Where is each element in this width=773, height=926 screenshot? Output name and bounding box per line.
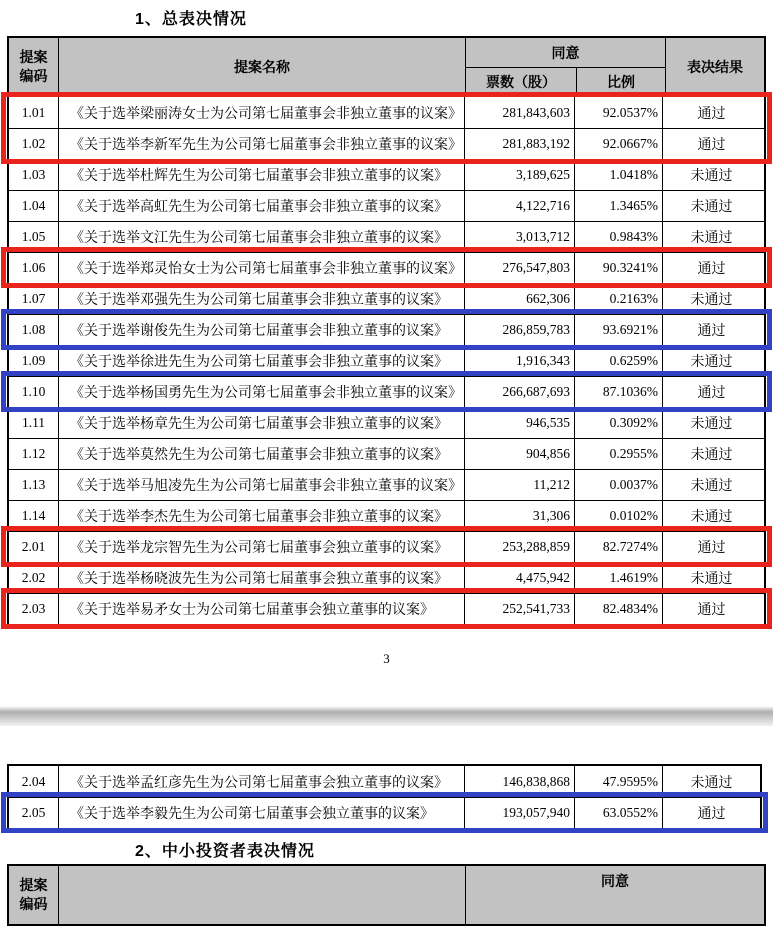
- header-proposal-code: [9, 866, 58, 924]
- result-value: 通过: [662, 594, 760, 624]
- table-body: [9, 766, 760, 828]
- table-row: [9, 283, 764, 314]
- header-proposal-code-line2: 编码: [19, 896, 48, 912]
- header-agree-group: [465, 38, 665, 96]
- votes-value: 3,189,625: [464, 160, 574, 190]
- votes-value: 266,687,693: [464, 377, 574, 407]
- table-row: [9, 159, 764, 190]
- votes-value: 4,122,716: [464, 191, 574, 221]
- proposal-name: 《关于选举郑灵怡女士为公司第七届董事会非独立董事的议案》: [58, 253, 464, 283]
- header-proposal-code-line2: 编码: [19, 68, 48, 84]
- ratio-value: 1.3465%: [574, 191, 662, 221]
- votes-value: 146,838,868: [464, 766, 574, 797]
- result-value: 通过: [662, 532, 760, 562]
- proposal-code: 1.11: [21, 415, 46, 430]
- proposal-name: 《关于选举李新军先生为公司第七届董事会非独立董事的议案》: [58, 129, 464, 159]
- votes-value: 31,306: [464, 501, 574, 531]
- proposal-code: 1.09: [21, 353, 46, 368]
- votes-value: 662,306: [464, 284, 574, 314]
- header-proposal-code: [9, 38, 58, 96]
- table-row: [9, 797, 760, 828]
- proposal-code: 2.04: [21, 773, 46, 789]
- votes-value: 252,541,733: [464, 594, 574, 624]
- table-row: [9, 469, 764, 500]
- header-proposal-code-line1: 提案: [19, 877, 48, 894]
- proposal-name: 《关于选举莫然先生为公司第七届董事会非独立董事的议案》: [58, 439, 464, 469]
- ratio-value: 92.0537%: [574, 97, 662, 128]
- proposal-code: 1.01: [21, 104, 46, 120]
- section-title-total-voting: 1、总表决情况: [135, 11, 247, 28]
- table-row: [9, 500, 764, 531]
- header-agree: 同意: [466, 38, 665, 68]
- result-value: 未通过: [662, 766, 760, 797]
- ratio-value: 82.4834%: [574, 594, 662, 624]
- result-value: 未通过: [662, 160, 760, 190]
- table-row: [9, 97, 764, 128]
- result-value: 通过: [662, 97, 760, 128]
- total-voting-table: [7, 36, 766, 626]
- result-value: 未通过: [662, 563, 760, 593]
- proposal-name: 《关于选举高虹先生为公司第七届董事会非独立董事的议案》: [58, 191, 464, 221]
- table-row: [9, 766, 760, 797]
- result-value: 通过: [662, 377, 760, 407]
- proposal-name: 《关于选举易矛女士为公司第七届董事会独立董事的议案》: [58, 594, 464, 624]
- table-row: [9, 314, 764, 345]
- minor-investors-table: [7, 864, 766, 926]
- votes-value: 253,288,859: [464, 532, 574, 562]
- header-votes: 票数（股）: [486, 74, 556, 90]
- result-value: 通过: [662, 253, 760, 283]
- proposal-code: 1.03: [21, 167, 46, 182]
- proposal-code: 1.08: [21, 322, 46, 337]
- votes-value: 4,475,942: [464, 563, 574, 593]
- table-row: [9, 221, 764, 252]
- votes-value: 281,843,603: [464, 97, 574, 128]
- proposal-code: 1.02: [21, 136, 46, 151]
- proposal-name: 《关于选举李杰先生为公司第七届董事会非独立董事的议案》: [58, 501, 464, 531]
- votes-value: 3,013,712: [464, 222, 574, 252]
- ratio-value: 0.2955%: [574, 439, 662, 469]
- header-agree-group: [465, 866, 764, 924]
- voting-table-continued: [7, 764, 762, 830]
- ratio-value: 47.9595%: [574, 766, 662, 797]
- proposal-name: 《关于选举梁丽涛女士为公司第七届董事会非独立董事的议案》: [58, 97, 464, 128]
- votes-value: 1,916,343: [464, 346, 574, 376]
- proposal-code: 2.05: [21, 805, 46, 820]
- header-proposal-name: 提案名称: [58, 38, 465, 96]
- result-value: 未通过: [662, 501, 760, 531]
- header-ratio: 比例: [576, 68, 665, 96]
- proposal-code: 2.02: [21, 570, 46, 585]
- page-separator: [0, 706, 773, 726]
- table-row: [9, 562, 764, 593]
- proposal-name: 《关于选举李毅先生为公司第七届董事会独立董事的议案》: [58, 798, 464, 828]
- ratio-value: 87.1036%: [574, 377, 662, 407]
- votes-value: 281,883,192: [464, 129, 574, 159]
- ratio-value: 0.9843%: [574, 222, 662, 252]
- proposal-code: 1.10: [21, 384, 46, 399]
- proposal-code: 1.12: [21, 446, 46, 461]
- ratio-value: 0.3092%: [574, 408, 662, 438]
- table-row: [9, 376, 764, 407]
- result-value: 未通过: [662, 470, 760, 500]
- proposal-code: 1.14: [21, 508, 46, 523]
- header-proposal-code-line1: 提案: [19, 49, 48, 66]
- votes-value: 946,535: [464, 408, 574, 438]
- proposal-code: 1.13: [21, 477, 46, 492]
- result-value: 未通过: [662, 191, 760, 221]
- ratio-value: 0.2163%: [574, 284, 662, 314]
- proposal-name: 《关于选举杨国勇先生为公司第七届董事会非独立董事的议案》: [58, 377, 464, 407]
- votes-value: 904,856: [464, 439, 574, 469]
- ratio-value: 93.6921%: [574, 315, 662, 345]
- table-header-row: [9, 38, 764, 97]
- proposal-code: 1.04: [21, 198, 46, 213]
- table-row: [9, 438, 764, 469]
- result-value: 通过: [662, 798, 760, 828]
- result-value: 未通过: [662, 222, 760, 252]
- proposal-name: 《关于选举邓强先生为公司第七届董事会非独立董事的议案》: [58, 284, 464, 314]
- result-value: 未通过: [662, 284, 760, 314]
- table-row: [9, 531, 764, 562]
- table-row: [9, 345, 764, 376]
- result-value: 未通过: [662, 439, 760, 469]
- table-row: [9, 252, 764, 283]
- ratio-value: 63.0552%: [574, 798, 662, 828]
- table-header-row: [9, 866, 764, 924]
- proposal-code: 1.07: [21, 291, 46, 306]
- votes-value: 193,057,940: [464, 798, 574, 828]
- table-row: [9, 190, 764, 221]
- result-value: 未通过: [662, 346, 760, 376]
- votes-value: 276,547,803: [464, 253, 574, 283]
- ratio-value: 0.0102%: [574, 501, 662, 531]
- ratio-value: 1.4619%: [574, 563, 662, 593]
- table-row: [9, 593, 764, 624]
- proposal-name: 《关于选举杜辉先生为公司第七届董事会非独立董事的议案》: [58, 160, 464, 190]
- proposal-name: 《关于选举徐进先生为公司第七届董事会非独立董事的议案》: [58, 346, 464, 376]
- ratio-value: 1.0418%: [574, 160, 662, 190]
- header-result: 表决结果: [665, 38, 764, 96]
- table-body: [9, 97, 764, 624]
- votes-value: 11,212: [464, 470, 574, 500]
- result-value: 通过: [662, 315, 760, 345]
- ratio-value: 0.6259%: [574, 346, 662, 376]
- ratio-value: 82.7274%: [574, 532, 662, 562]
- votes-value: 286,859,783: [464, 315, 574, 345]
- proposal-name: 《关于选举杨晓波先生为公司第七届董事会独立董事的议案》: [58, 563, 464, 593]
- proposal-name: 《关于选举文江先生为公司第七届董事会非独立董事的议案》: [58, 222, 464, 252]
- proposal-name: 《关于选举杨章先生为公司第七届董事会非独立董事的议案》: [58, 408, 464, 438]
- ratio-value: 0.0037%: [574, 470, 662, 500]
- proposal-name: 《关于选举谢俊先生为公司第七届董事会非独立董事的议案》: [58, 315, 464, 345]
- proposal-name: 《关于选举马旭凌先生为公司第七届董事会非独立董事的议案》: [58, 470, 464, 500]
- result-value: 未通过: [662, 408, 760, 438]
- proposal-name: 《关于选举龙宗智先生为公司第七届董事会独立董事的议案》: [58, 532, 464, 562]
- ratio-value: 90.3241%: [574, 253, 662, 283]
- proposal-code: 1.06: [21, 260, 46, 275]
- proposal-code: 2.03: [21, 601, 46, 616]
- page-number: 3: [383, 651, 390, 666]
- section-title-minor-investors: 2、中小投资者表决情况: [135, 843, 315, 860]
- proposal-code: 1.05: [21, 229, 46, 244]
- proposal-code: 2.01: [21, 539, 46, 554]
- table-row: [9, 128, 764, 159]
- proposal-name: 《关于选举孟红彦先生为公司第七届董事会独立董事的议案》: [58, 766, 464, 797]
- table-row: [9, 407, 764, 438]
- ratio-value: 92.0667%: [574, 129, 662, 159]
- header-proposal-name: [58, 866, 465, 924]
- header-agree: 同意: [601, 872, 629, 889]
- result-value: 通过: [662, 129, 760, 159]
